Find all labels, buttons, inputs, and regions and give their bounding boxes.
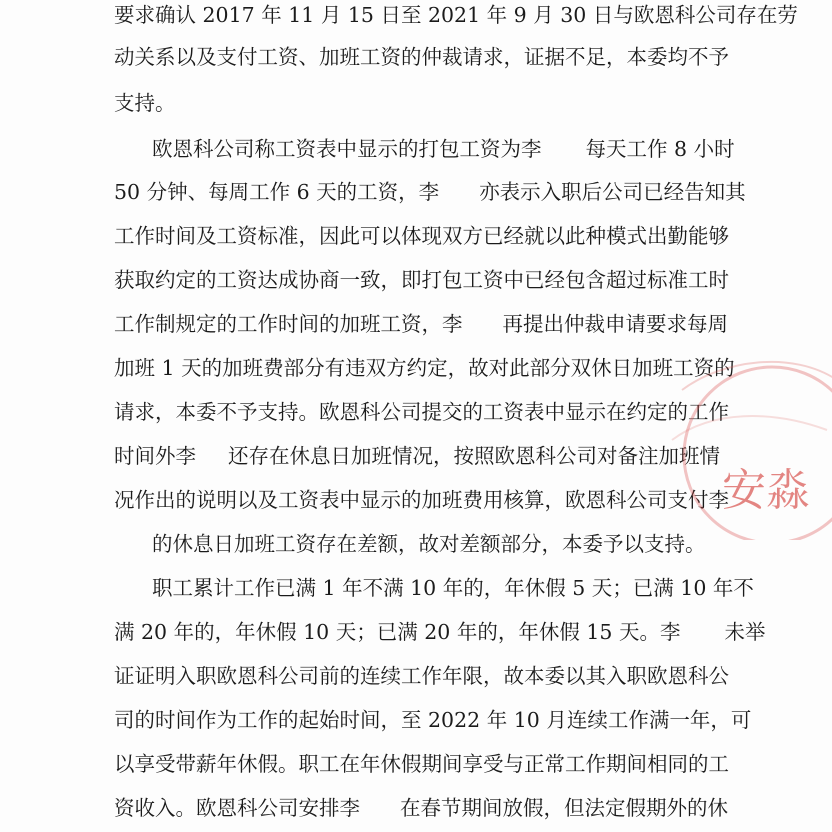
text-line — [114, 618, 766, 646]
text-line — [114, 442, 724, 470]
text-segment: 时间外李 — [114, 444, 196, 468]
text-line: 职工累计工作已满 1 年不满 10 年的，年休假 5 天；已满 10 年不 — [152, 576, 754, 600]
text-line: 工作时间及工资标准，因此可以体现双方已经就以此种模式出勤能够 — [114, 224, 729, 248]
text-line — [114, 178, 746, 206]
text-line: 要求确认 2017 年 11 月 15 日至 2021 年 9 月 30 日与欧恩科公司存在劳 — [114, 3, 798, 27]
text-line: 加班 1 天的加班费部分有违双方约定，故对此部分双休日加班工资的 — [114, 356, 735, 380]
text-segment: 每天工作 8 小时 — [585, 137, 735, 161]
text-line: 动关系以及支付工资、加班工资的仲裁请求，证据不足，本委均不予 — [114, 45, 729, 69]
text-line: 获取约定的工资达成协商一致，即打包工资中已经包含超过标准工时 — [114, 268, 729, 292]
text-segment: 还存在休息日加班情况，按照欧恩科公司对备注加班情 — [228, 444, 720, 468]
text-line: 证证明入职欧恩科公司前的连续工作年限，故本委以其入职欧恩科公 — [114, 664, 729, 688]
text-line — [114, 310, 728, 338]
text-line: 以享受带薪年休假。职工在年休假期间享受与正常工作期间相同的工 — [114, 752, 729, 776]
text-line: 支持。 — [114, 91, 176, 115]
text-segment: 满 20 年的，年休假 10 天；已满 20 年的，年休假 15 天。李 — [114, 620, 681, 644]
text-line: 请求，本委不予支持。欧恩科公司提交的工资表中显示在约定的工作 — [114, 400, 729, 424]
text-segment: 再提出仲裁申请要求每周 — [502, 312, 728, 336]
text-segment: 50 分钟、每周工作 6 天的工资，李 — [114, 180, 440, 204]
text-line: 的休息日加班工资存在差额，故对差额部分，本委予以支持。 — [152, 532, 706, 556]
text-segment: 亦表示入职后公司已经告知其 — [479, 180, 746, 204]
text-line: 况作出的说明以及工资表中显示的加班费用核算，欧恩科公司支付李 — [114, 488, 729, 512]
text-segment: 未举 — [724, 620, 766, 644]
text-line — [152, 135, 762, 163]
seal-text: 安淼 — [722, 465, 810, 516]
text-segment: 工作制规定的工作时间的加班工资，李 — [114, 312, 463, 336]
text-line: 司的时间作为工作的起始时间，至 2022 年 10 月连续工作满一年，可 — [114, 708, 752, 732]
text-segment: 资收入。欧恩科公司安排李 — [114, 796, 360, 820]
text-segment: 在春节期间放假，但法定假期外的休 — [400, 796, 728, 820]
text-segment: 欧恩科公司称工资表中显示的打包工资为李 — [152, 137, 542, 161]
text-line — [114, 794, 728, 822]
